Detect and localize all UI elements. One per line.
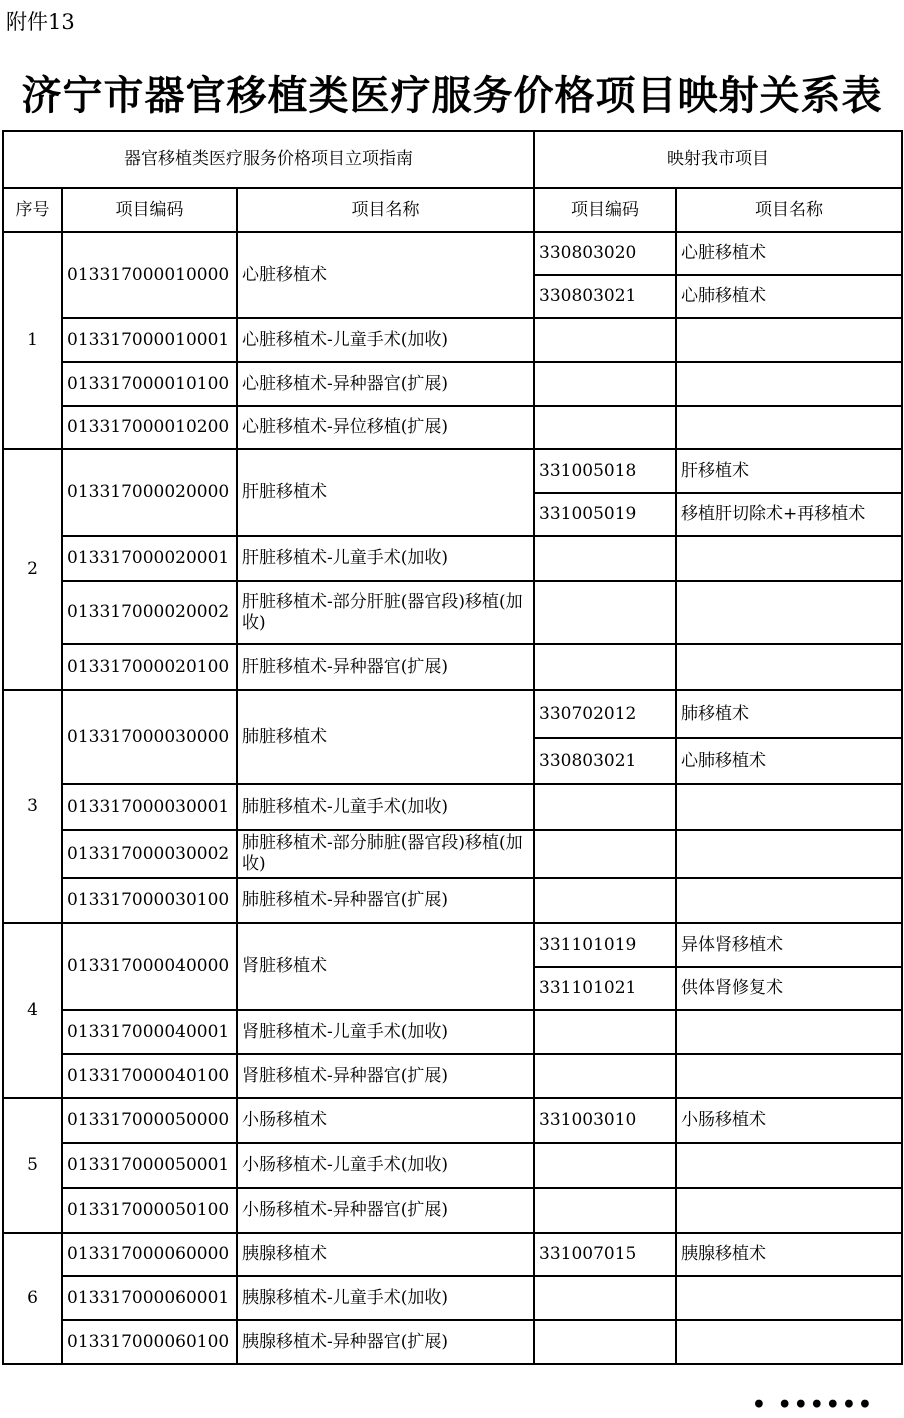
item-name-cell: 心脏移植术-异位移植(扩展)	[237, 406, 534, 449]
table-row	[3, 644, 902, 690]
table-row	[3, 1188, 902, 1233]
table-row	[3, 449, 902, 493]
item-code-cell: 013317000010001	[62, 318, 237, 362]
item-code-cell: 013317000010200	[62, 406, 237, 449]
item-name-cell: 心脏移植术-异种器官(扩展)	[237, 362, 534, 406]
map-name-cell	[676, 1143, 902, 1188]
map-code-cell	[534, 644, 676, 690]
map-name-cell	[676, 1276, 902, 1320]
table-row	[3, 1320, 902, 1364]
map-name-cell	[676, 644, 902, 690]
map-code-cell	[534, 1010, 676, 1054]
item-name-cell: 肝脏移植术	[237, 449, 534, 536]
table-row	[3, 1010, 902, 1054]
map-name-cell: 小肠移植术	[676, 1098, 902, 1143]
map-code-cell: 331003010	[534, 1098, 676, 1143]
item-code-cell: 013317000050001	[62, 1143, 237, 1188]
map-name-cell	[676, 1054, 902, 1098]
continuation-mark: • ••••••	[751, 1392, 874, 1418]
map-name-cell	[676, 1320, 902, 1364]
table-row	[3, 406, 902, 449]
map-name-cell: 肝移植术	[676, 449, 902, 493]
map-name-cell	[676, 1188, 902, 1233]
item-name-cell: 心脏移植术-儿童手术(加收)	[237, 318, 534, 362]
map-name-cell: 移植肝切除术+再移植术	[676, 493, 902, 536]
header-name: 项目名称	[237, 188, 534, 232]
header-code: 项目编码	[62, 188, 237, 232]
seq-cell: 1	[3, 232, 62, 449]
header-guide-group: 器官移植类医疗服务价格项目立项指南	[3, 131, 534, 188]
page-title: 济宁市器官移植类医疗服务价格项目映射关系表	[21, 72, 883, 119]
map-code-cell: 331101021	[534, 967, 676, 1010]
table-row	[3, 581, 902, 644]
map-code-cell: 330803021	[534, 275, 676, 318]
item-code-cell: 013317000020000	[62, 449, 237, 536]
item-code-cell: 013317000020001	[62, 536, 237, 581]
map-code-cell	[534, 830, 676, 878]
table-row	[3, 784, 902, 830]
seq-cell: 5	[3, 1098, 62, 1233]
map-code-cell	[534, 1054, 676, 1098]
map-code-cell: 331005018	[534, 449, 676, 493]
item-name-cell: 肾脏移植术-儿童手术(加收)	[237, 1010, 534, 1054]
map-code-cell	[534, 318, 676, 362]
seq-cell: 2	[3, 449, 62, 690]
map-name-cell: 心肺移植术	[676, 275, 902, 318]
item-name-cell: 小肠移植术-儿童手术(加收)	[237, 1143, 534, 1188]
map-name-cell: 异体肾移植术	[676, 923, 902, 967]
map-name-cell: 肺移植术	[676, 690, 902, 738]
item-code-cell: 013317000040000	[62, 923, 237, 1010]
item-code-cell: 013317000030100	[62, 878, 237, 923]
map-code-cell	[534, 784, 676, 830]
table-row	[3, 536, 902, 581]
table-row	[3, 830, 902, 878]
item-name-cell: 肝脏移植术-部分肝脏(器官段)移植(加收)	[237, 581, 534, 644]
item-code-cell: 013317000050000	[62, 1098, 237, 1143]
item-name-cell: 小肠移植术	[237, 1098, 534, 1143]
item-name-cell: 小肠移植术-异种器官(扩展)	[237, 1188, 534, 1233]
map-name-cell	[676, 536, 902, 581]
table-row	[3, 362, 902, 406]
item-code-cell: 013317000030002	[62, 830, 237, 878]
seq-cell: 4	[3, 923, 62, 1098]
map-code-cell: 330803021	[534, 738, 676, 784]
table-row	[3, 878, 902, 923]
item-code-cell: 013317000030001	[62, 784, 237, 830]
column-header-row	[3, 188, 902, 232]
item-name-cell: 胰腺移植术	[237, 1233, 534, 1276]
map-name-cell: 胰腺移植术	[676, 1233, 902, 1276]
item-name-cell: 肝脏移植术-儿童手术(加收)	[237, 536, 534, 581]
map-name-cell	[676, 1010, 902, 1054]
table-row	[3, 1233, 902, 1276]
item-code-cell: 013317000050100	[62, 1188, 237, 1233]
map-name-cell	[676, 406, 902, 449]
item-code-cell: 013317000010000	[62, 232, 237, 318]
item-code-cell: 013317000020100	[62, 644, 237, 690]
map-code-cell: 331101019	[534, 923, 676, 967]
header-map-name: 项目名称	[676, 188, 902, 232]
item-name-cell: 肾脏移植术-异种器官(扩展)	[237, 1054, 534, 1098]
item-code-cell: 013317000030000	[62, 690, 237, 784]
attachment-label: 附件13	[6, 10, 75, 34]
item-name-cell: 肺脏移植术-部分肺脏(器官段)移植(加收)	[237, 830, 534, 878]
item-code-cell: 013317000010100	[62, 362, 237, 406]
table-row	[3, 1054, 902, 1098]
table-row	[3, 690, 902, 738]
header-map-code: 项目编码	[534, 188, 676, 232]
item-code-cell: 013317000060100	[62, 1320, 237, 1364]
item-name-cell: 肺脏移植术	[237, 690, 534, 784]
map-code-cell	[534, 878, 676, 923]
item-code-cell: 013317000040100	[62, 1054, 237, 1098]
table-row	[3, 923, 902, 967]
item-code-cell: 013317000060001	[62, 1276, 237, 1320]
map-code-cell: 330803020	[534, 232, 676, 275]
map-code-cell	[534, 406, 676, 449]
map-name-cell	[676, 362, 902, 406]
map-code-cell: 331005019	[534, 493, 676, 536]
map-name-cell	[676, 878, 902, 923]
map-name-cell	[676, 318, 902, 362]
item-name-cell: 胰腺移植术-儿童手术(加收)	[237, 1276, 534, 1320]
map-code-cell	[534, 1143, 676, 1188]
item-name-cell: 胰腺移植术-异种器官(扩展)	[237, 1320, 534, 1364]
header-mapping-group: 映射我市项目	[534, 131, 902, 188]
item-name-cell: 肾脏移植术	[237, 923, 534, 1010]
item-code-cell: 013317000060000	[62, 1233, 237, 1276]
map-code-cell	[534, 1320, 676, 1364]
group-header-row	[3, 131, 902, 188]
map-code-cell: 330702012	[534, 690, 676, 738]
seq-cell: 3	[3, 690, 62, 923]
table-row	[3, 1143, 902, 1188]
map-code-cell	[534, 1188, 676, 1233]
table-row	[3, 1098, 902, 1143]
table-row	[3, 318, 902, 362]
item-name-cell: 肝脏移植术-异种器官(扩展)	[237, 644, 534, 690]
map-name-cell	[676, 784, 902, 830]
header-seq: 序号	[3, 188, 62, 232]
seq-cell: 6	[3, 1233, 62, 1364]
item-code-cell: 013317000020002	[62, 581, 237, 644]
item-code-cell: 013317000040001	[62, 1010, 237, 1054]
map-code-cell	[534, 581, 676, 644]
map-code-cell	[534, 536, 676, 581]
map-name-cell	[676, 581, 902, 644]
map-code-cell	[534, 362, 676, 406]
item-name-cell: 肺脏移植术-儿童手术(加收)	[237, 784, 534, 830]
item-name-cell: 肺脏移植术-异种器官(扩展)	[237, 878, 534, 923]
map-code-cell	[534, 1276, 676, 1320]
item-name-cell: 心脏移植术	[237, 232, 534, 318]
table-row	[3, 232, 902, 275]
map-code-cell: 331007015	[534, 1233, 676, 1276]
mapping-table	[2, 130, 903, 1365]
map-name-cell: 心脏移植术	[676, 232, 902, 275]
map-name-cell: 心肺移植术	[676, 738, 902, 784]
table-row	[3, 1276, 902, 1320]
map-name-cell	[676, 830, 902, 878]
map-name-cell: 供体肾修复术	[676, 967, 902, 1010]
